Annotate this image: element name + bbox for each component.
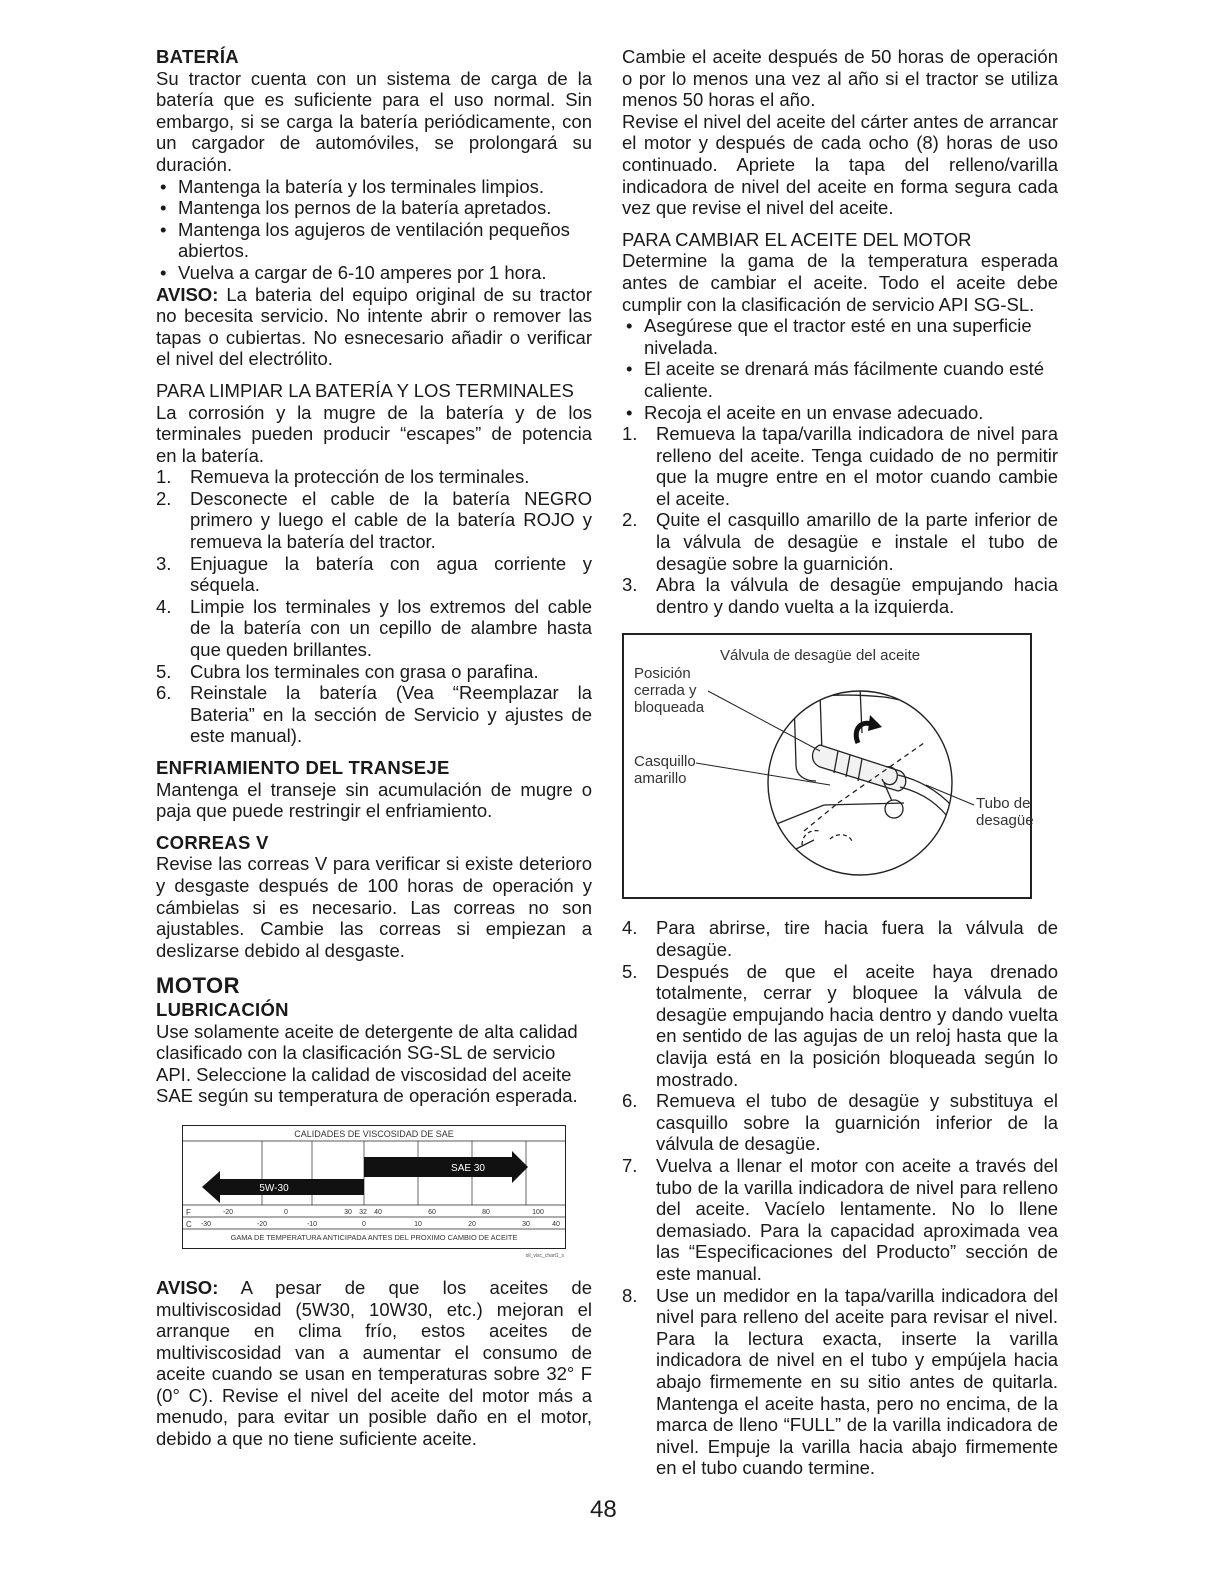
bateria-bullets xyxy=(156,176,592,284)
list-item: • Mantenga la batería y los terminales limpios. xyxy=(156,176,592,198)
viscosity-chart-svg xyxy=(182,1125,566,1259)
step-number: 7. xyxy=(622,1154,638,1176)
oil-check: Revise el nivel del aceite del cárter antes de arrancar el motor y después de cada ocho (8) horas de uso continuado. Apriete la tapa del relleno/varilla indicadora de nivel del aceite en forma segura cada vez que revise el nivel del aceite. xyxy=(622,110,1059,219)
aviso-label: AVISO: xyxy=(156,283,219,305)
bateria-heading: BATERÍA xyxy=(156,46,239,67)
chart-code: oil_visc_chart1_s xyxy=(525,1252,564,1259)
step-text: Limpie los terminales y los extremos del cable de la batería con un cepillo de alambre hasta que queden brillantes. xyxy=(190,595,592,661)
step-text: Después de que el aceite haya drenado totalmente, cerrar y bloquee la válvula de desagüe empujando hacia dentro y dando vuelta en sentido de las agujas de un reloj hasta que la clavija está en la posición bloqueada según lo mostrado. xyxy=(656,960,1058,1090)
oil-change-interval: Cambie el aceite después de 50 horas de operación o por lo menos una vez al año si el tractor se utiliza menos 50 horas el año. xyxy=(622,46,1058,111)
transeje-heading: ENFRIAMIENTO DEL TRANSEJE xyxy=(156,757,450,778)
f-tick: -20 xyxy=(222,1208,234,1216)
aviso-battery xyxy=(156,284,592,370)
step-text: Vuelva a llenar el motor con aceite a través del tubo de la varilla indicadora de nivel para relleno del aceite. Vacíelo lentamente. No lo llene demasiado. Para la capacidad aproximada vea las “Especificaciones del Producto” sección de este manual. xyxy=(656,1154,1058,1284)
label-line: cerrada y xyxy=(634,682,697,700)
limpiar-steps xyxy=(156,466,592,747)
list-item: • Asegúrese que el tractor esté en una superficie nivelada. xyxy=(622,315,1058,358)
step-number: 6. xyxy=(622,1090,638,1112)
step-text: Remueva la tapa/varilla indicadora de nivel para relleno del aceite. Tenga cuidado de no permitir que la mugre entre en el motor cuando cambie el aceite. xyxy=(656,423,1058,509)
step-text: Cubra los terminales con grasa o parafina. xyxy=(190,660,539,682)
aviso-multiviscosity xyxy=(156,1277,592,1450)
f-tick: 100 xyxy=(532,1208,544,1216)
label-line: desagüe xyxy=(976,812,1034,830)
cambiar-steps-b xyxy=(622,917,1058,1478)
list-item: • Recoja el aceite en un envase adecuado. xyxy=(622,402,1058,424)
step-text: Para abrirse, tire hacia fuera la válvula de desagüe. xyxy=(656,917,1058,961)
lubricacion-heading: LUBRICACIÓN xyxy=(156,998,289,1020)
list-item xyxy=(156,553,592,596)
sae30-label: SAE 30 xyxy=(451,1162,485,1174)
step-number: 1. xyxy=(622,423,638,445)
step-number: 6. xyxy=(156,682,172,704)
label-line: bloqueada xyxy=(634,699,705,717)
step-number: 2. xyxy=(622,509,638,531)
step-number: 1. xyxy=(156,466,172,488)
right-column xyxy=(622,46,1058,1479)
page-number: 48 xyxy=(590,1496,617,1523)
list-item xyxy=(622,961,1058,1091)
f-tick: 32 xyxy=(359,1208,367,1216)
chart-title: CALIDADES DE VISCOSIDAD DE SAE xyxy=(294,1128,454,1139)
step-text: Remueva el tubo de desagüe y substituya el casquillo sobre la guarnición inferior de la válvula de desagüe. xyxy=(656,1090,1058,1155)
cambiar-steps-a xyxy=(622,423,1058,617)
f-tick: 30 xyxy=(344,1208,352,1216)
step-text: Use un medidor en la tapa/varilla indicadora del nivel para relleno del aceite para revisar el nivel. Para la lectura exacta, inserte la varilla indicadora de nivel en el tubo y empújela hacia abajo firmemente en su sitio antes de quitarla. Mantenga el aceite hasta, pero no encima, de la marca de lleno “FULL” de la varilla indicadora de nivel. Empuje la varilla hacia abajo firmemente en el tubo cuando termine. xyxy=(656,1284,1058,1479)
f-tick: 60 xyxy=(428,1208,436,1216)
list-item xyxy=(622,1285,1058,1479)
correas-text: Revise las correas V para verificar si existe deterioro y desgaste después de 100 horas de operación y cámbielas si es necesario. Las correas no son ajustables. Cambie las correas si empiezan a deslizarse debido al desgaste. xyxy=(156,853,592,961)
step-number: 8. xyxy=(622,1284,638,1306)
label-line: Tubo de xyxy=(976,795,1031,813)
f-tick: 80 xyxy=(482,1208,490,1216)
cambiar-heading: PARA CAMBIAR EL ACEITE DEL MOTOR xyxy=(622,228,972,250)
list-item xyxy=(622,509,1058,574)
c-tick: 0 xyxy=(362,1220,366,1228)
step-text: Desconecte el cable de la batería NEGRO primero y luego el cable de la batería ROJO y remueva la batería del tractor. xyxy=(190,487,592,553)
c-tick: -10 xyxy=(306,1220,318,1228)
lubricacion-text: Use solamente aceite de detergente de alta calidad clasificado con la clasificación SG-SL de servicio API. Seleccione la calidad de viscosidad del aceite SAE según su temperatura de operación esperada. xyxy=(156,1020,578,1107)
list-item xyxy=(156,661,592,683)
list-item xyxy=(156,596,592,661)
cambiar-intro: Determine la gama de la temperatura esperada antes de cambiar el aceite. Todo el aceite debe cumplir con la clasificación de servicio API SG-SL. xyxy=(622,250,1058,315)
step-number: 2. xyxy=(156,487,172,509)
transeje-text: Mantenga el transeje sin acumulación de mugre o paja que puede restringir el enfriamiento. xyxy=(156,778,592,822)
list-item xyxy=(156,488,592,553)
list-item: • El aceite se drenará más fácilmente cuando esté caliente. xyxy=(622,358,1058,401)
c-tick: 20 xyxy=(468,1220,476,1228)
c-tick: 10 xyxy=(414,1220,422,1228)
list-item xyxy=(622,1090,1058,1155)
c-tick: -20 xyxy=(256,1220,268,1228)
label-line: Posición xyxy=(634,665,691,683)
step-number: 3. xyxy=(622,574,638,596)
list-item: • Vuelva a cargar de 6-10 amperes por 1 hora. xyxy=(156,262,592,284)
step-number: 5. xyxy=(622,960,638,982)
step-number: 4. xyxy=(622,917,638,939)
list-item xyxy=(156,682,592,747)
list-item: • Mantenga los pernos de la batería apretados. xyxy=(156,197,592,219)
c-tick: 40 xyxy=(552,1220,560,1228)
correas-heading: CORREAS V xyxy=(156,831,269,853)
step-text: Enjuague la batería con agua corriente y séquela. xyxy=(190,552,592,596)
list-item xyxy=(622,574,1058,617)
step-number: 4. xyxy=(156,595,172,617)
c-tick: 30 xyxy=(522,1220,530,1228)
step-text: Reinstale la batería (Vea “Reemplazar la Bateria” en la sección de Servicio y ajustes de este manual). xyxy=(190,682,592,747)
drain-valve-illustration xyxy=(624,635,1030,897)
step-text: Remueva la protección de los terminales. xyxy=(190,466,530,488)
drain-valve-figure xyxy=(622,633,1032,899)
list-item xyxy=(156,466,592,488)
left-column xyxy=(156,46,592,1450)
label-line: Casquillo xyxy=(634,753,696,771)
figure-title: Válvula de desagüe del aceite xyxy=(720,647,921,665)
step-text: Quite el casquillo amarillo de la parte inferior de la válvula de desagüe e instale el tubo de desagüe sobre la guarnición. xyxy=(656,509,1058,574)
c-tick: -30 xyxy=(200,1220,212,1228)
step-number: 5. xyxy=(156,660,172,682)
motor-heading: MOTOR xyxy=(156,973,240,999)
viscosity-chart xyxy=(182,1125,566,1259)
list-item: • Mantenga los agujeros de ventilación pequeños abiertos. xyxy=(156,219,592,262)
aviso-label: AVISO: xyxy=(156,1276,219,1298)
f-tick: 40 xyxy=(374,1208,382,1216)
label-line: amarillo xyxy=(634,770,687,788)
step-text: Abra la válvula de desagüe empujando hacia dentro y dando vuelta a la izquierda. xyxy=(656,574,1058,617)
list-item xyxy=(622,917,1058,960)
cambiar-bullets xyxy=(622,315,1058,423)
aviso-text: La bateria del equipo original de su tractor no becesita servicio. No intente abrir o remover las tapas o cubiertas. No esnecesario añadir o verificar el nivel del electrólito. xyxy=(156,283,593,370)
f-axis-label: F xyxy=(186,1207,191,1217)
list-item xyxy=(622,423,1058,509)
list-item xyxy=(622,1155,1058,1285)
chart-footer: GAMA DE TEMPERATURA ANTICIPADA ANTES DEL PROXIMO CAMBIO DE ACEITE xyxy=(230,1232,518,1242)
limpiar-intro: La corrosión y la mugre de la batería y de los terminales pueden producir “escapes” de potencia en la batería. xyxy=(156,401,592,466)
limpiar-heading: PARA LIMPIAR LA BATERÍA Y LOS TERMINALES xyxy=(156,379,574,401)
f-tick: 0 xyxy=(284,1208,288,1216)
aviso-text: A pesar de que los aceites de multiviscosidad (5W30, 10W30, etc.) mejoran el arranque en clima frío, estos aceites de multiviscosidad van a aumentar el consumo de aceite cuando se usan en temperaturas sobre 32° F (0° C). Revise el nivel del aceite del motor más a menudo, para evitar un posible daño en el motor, debido a que no tiene suficiente aceite. xyxy=(156,1276,592,1450)
c-axis-label: C xyxy=(186,1219,192,1229)
5w30-label: 5W-30 xyxy=(259,1182,289,1194)
step-number: 3. xyxy=(156,552,172,574)
bateria-intro: Su tractor cuenta con un sistema de carga de la batería que es suficiente para el uso normal. Sin embargo, si se carga la batería periódicamente, con un cargador de automóviles, se prolongará su duración. xyxy=(156,67,592,175)
